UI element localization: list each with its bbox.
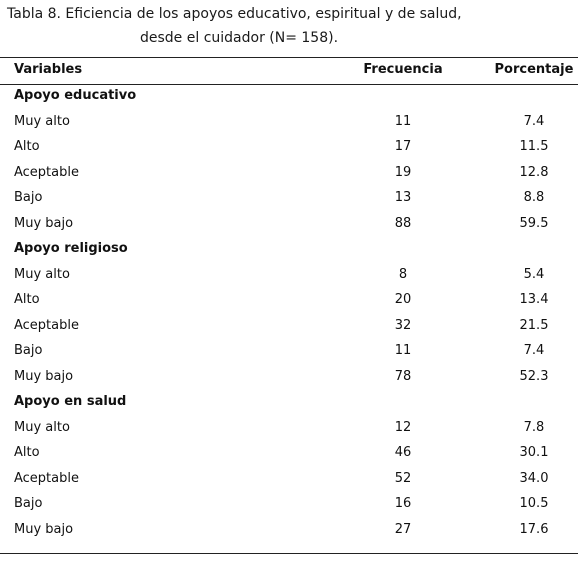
header-rule xyxy=(0,84,578,85)
row-frecuencia: 78 xyxy=(394,368,412,384)
table-row xyxy=(0,469,578,491)
row-frecuencia: 32 xyxy=(394,317,412,333)
row-label: Muy alto xyxy=(14,419,70,435)
group-row xyxy=(0,86,578,108)
table-row xyxy=(0,137,578,159)
row-porcentaje: 12.8 xyxy=(519,164,549,180)
row-frecuencia: 88 xyxy=(394,215,412,231)
row-frecuencia: 20 xyxy=(394,292,412,307)
row-frecuencia: 12 xyxy=(394,419,412,435)
row-label: Bajo xyxy=(14,343,43,358)
row-frecuencia: 19 xyxy=(394,164,412,180)
row-frecuencia: 52 xyxy=(394,470,412,486)
table-row xyxy=(0,188,578,210)
row-porcentaje: 34.0 xyxy=(519,470,549,486)
row-label: Aceptable xyxy=(14,317,79,333)
table-row xyxy=(0,316,578,338)
group-title: Apoyo educativo xyxy=(14,88,137,103)
header-frecuencia: Frecuencia xyxy=(363,62,443,77)
row-frecuencia: 17 xyxy=(394,139,412,154)
row-label: Muy bajo xyxy=(14,215,74,231)
table-row xyxy=(0,265,578,287)
row-frecuencia: 46 xyxy=(394,445,412,460)
row-porcentaje: 59.5 xyxy=(519,215,549,231)
row-porcentaje: 10.5 xyxy=(519,496,549,511)
row-frecuencia: 13 xyxy=(394,190,412,205)
row-label: Bajo xyxy=(14,190,43,205)
row-porcentaje: 7.4 xyxy=(523,113,545,129)
row-porcentaje: 21.5 xyxy=(519,317,549,333)
row-porcentaje: 52.3 xyxy=(519,368,549,384)
row-porcentaje: 17.6 xyxy=(519,521,549,537)
top-rule xyxy=(0,57,578,58)
table-row xyxy=(0,367,578,389)
table-caption-line-1: Tabla 8. Eficiencia de los apoyos educativo, espiritual y de salud, xyxy=(7,6,462,22)
row-label: Aceptable xyxy=(14,164,79,180)
row-porcentaje: 30.1 xyxy=(519,445,549,460)
table-caption-line-2: desde el cuidador (N= 158). xyxy=(140,30,339,46)
row-label: Muy alto xyxy=(14,113,70,129)
row-porcentaje: 5.4 xyxy=(523,266,545,282)
row-label: Muy bajo xyxy=(14,368,74,384)
group-row xyxy=(0,392,578,414)
group-title: Apoyo en salud xyxy=(14,394,127,409)
row-porcentaje: 13.4 xyxy=(519,292,549,307)
row-frecuencia: 11 xyxy=(394,113,412,129)
row-label: Aceptable xyxy=(14,470,79,486)
row-frecuencia: 27 xyxy=(394,521,412,537)
row-frecuencia: 11 xyxy=(394,343,412,358)
row-label: Muy alto xyxy=(14,266,70,282)
header-porcentaje: Porcentaje xyxy=(494,62,574,77)
row-porcentaje: 8.8 xyxy=(523,190,545,205)
table-row xyxy=(0,494,578,516)
table-row xyxy=(0,520,578,542)
group-row xyxy=(0,239,578,261)
row-label: Muy bajo xyxy=(14,521,74,537)
row-label: Alto xyxy=(14,292,40,307)
table-row xyxy=(0,341,578,363)
table-row xyxy=(0,112,578,134)
row-label: Bajo xyxy=(14,496,43,511)
row-porcentaje: 7.8 xyxy=(523,419,545,435)
table-row xyxy=(0,290,578,312)
row-label: Alto xyxy=(14,445,40,460)
table-header-row xyxy=(0,60,578,82)
row-frecuencia: 16 xyxy=(394,496,412,511)
row-frecuencia: 8 xyxy=(398,266,408,282)
group-title: Apoyo religioso xyxy=(14,241,128,256)
table-row xyxy=(0,443,578,465)
table-row xyxy=(0,163,578,185)
row-porcentaje: 11.5 xyxy=(519,139,549,154)
table-row xyxy=(0,418,578,440)
row-label: Alto xyxy=(14,139,40,154)
table-row xyxy=(0,214,578,236)
header-variables: Variables xyxy=(14,62,83,77)
bottom-rule xyxy=(0,553,578,554)
row-porcentaje: 7.4 xyxy=(523,343,545,358)
